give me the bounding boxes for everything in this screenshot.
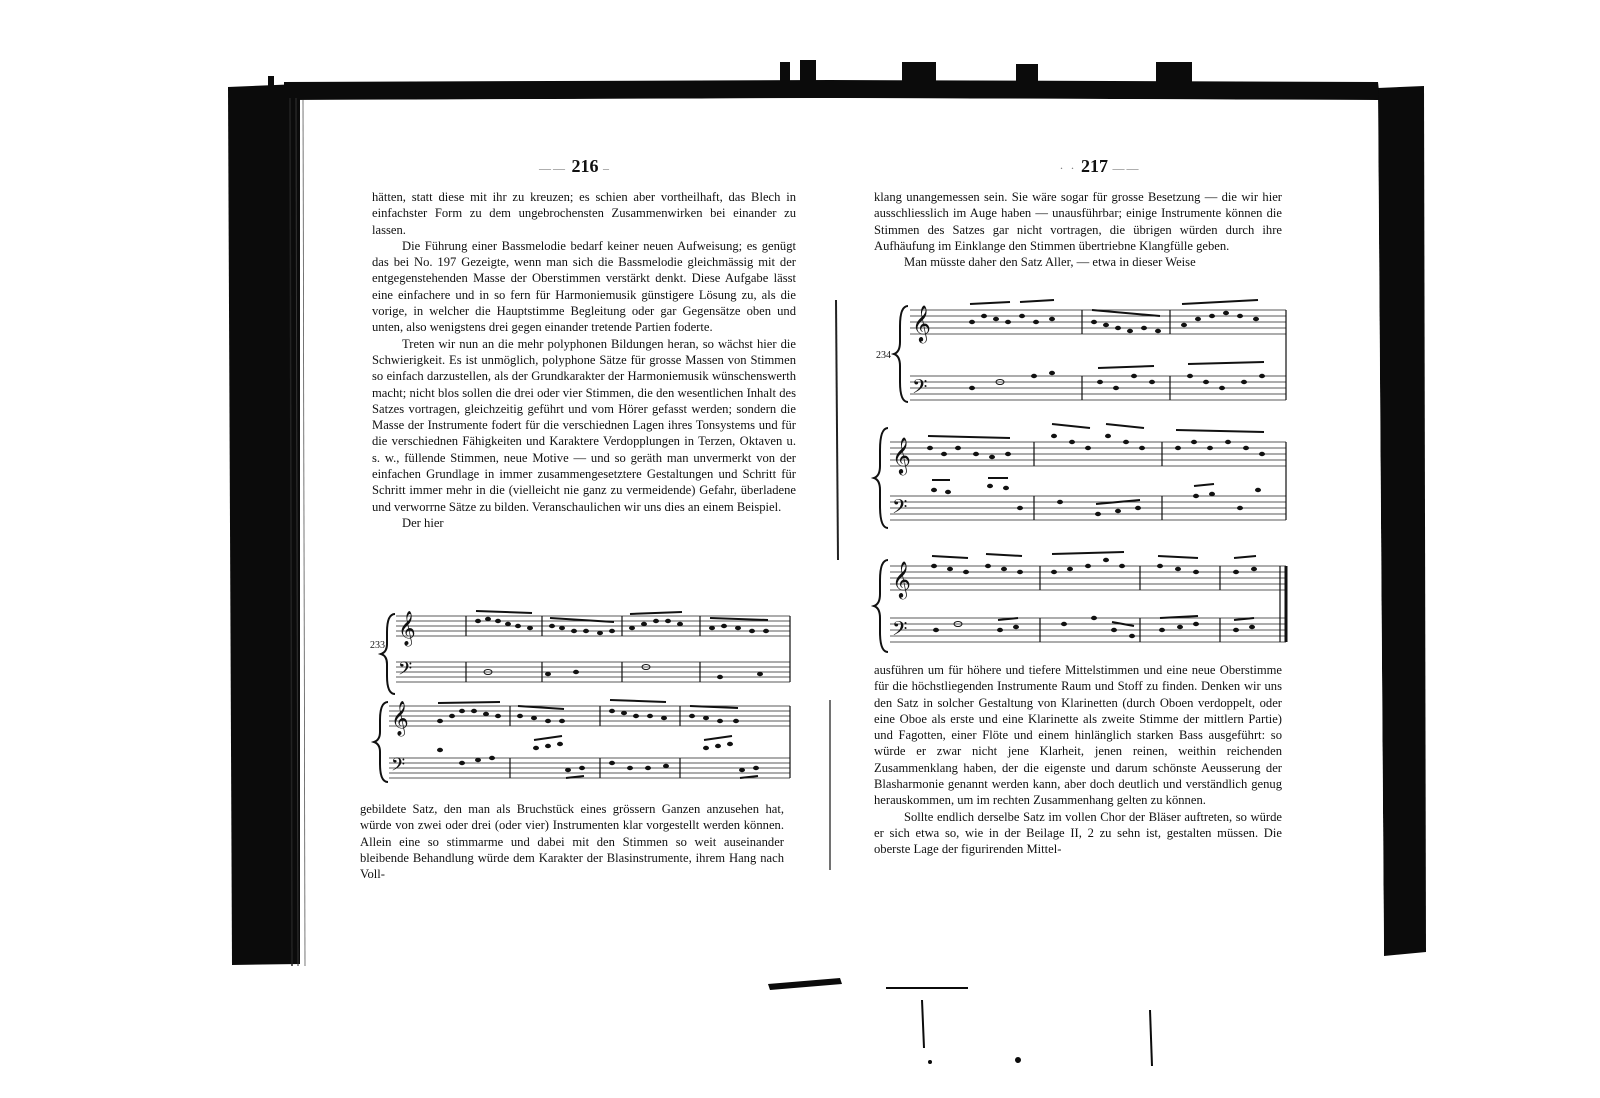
paragraph: Der hier (402, 515, 444, 530)
paragraph: ausführen um für höhere und tiefere Mittelstimmen und eine neue Oberstimme für die höchstliegenden Instrumente Raum und Stoff zu finden. Denken wir uns den Satz in solcher Gestaltung von Klarinetten (durch Oboen verdoppelt, oder eine Oboe als erste und eine Klarinette als zweite Stimme der mittlern Partie) und Fagotten, einer Flöte und einem hinlänglich starken Bass ausgeführt: so würde er zwar nicht jene Klarheit, jenen reinen, weithin reichenden Zusammenklang haben, der die eigenste und darum schönste Aeusserung der Blasharmonie genannt werden kann, aber doch deutlich und verständlich genug herauskommen, um im rechten Zusammenhang gelten zu können. (874, 663, 1282, 808)
right-cover-edge (1378, 86, 1426, 956)
treble-clef-icon: 𝄞 (892, 560, 911, 598)
paragraph: klang unangemessen sein. Sie wäre sogar für grosse Besetzung — die wir hier ausschliesslich im Auge haben — unausführbar; einige Instrumente können die Stimmen des Satzes gar nicht vortragen, die übrigen würden durch ihre Aufhäufung im Einklange den Stimmen übertriebne Klangfülle geben. (874, 190, 1282, 253)
right-page-body (874, 189, 1282, 270)
paragraph: hätten, statt diese mit ihr zu kreuzen; es schien aber vortheilhaft, das Blech in einfachster Form zu dem ungebrochensten Zusammenwirken bei einander zu lassen. (372, 190, 796, 237)
right-page-after-example (874, 662, 1282, 858)
paragraph: gebildete Satz, den man als Bruchstück eines grössern Ganzen anzusehen hat, würde von zwei oder drei (oder vier) Instrumenten klar vorgestellt werden können. Allein eine so stimmarme und dabei mit den Stimmen so weit auseinander bleibende Behandlung würde dem Karakter der Blasinstrumente, ihrem Hang nach Voll- (360, 802, 784, 882)
left-page-after-example (360, 801, 784, 882)
paragraph: Man müsste daher den Satz Aller, — etwa in dieser Weise (904, 255, 1196, 270)
treble-clef-icon: 𝄞 (398, 611, 416, 646)
bass-clef-icon: 𝄢 (912, 375, 928, 403)
bass-clef-icon: 𝄢 (892, 617, 908, 645)
left-page-number: —— 216 – (539, 156, 611, 176)
treble-clef-icon: 𝄞 (912, 304, 931, 342)
left-cover-edge (228, 84, 300, 965)
paragraph: Die Führung einer Bassmelodie bedarf keiner neuen Aufweisung; es genügt das bei No. 197 Gezeigte, wenn man sich die Bassmelodie gleichmässig mit der entgegenstehenden Masse der Oberstimmen verstärkt denkt. Diese Aufgabe lässt eine einfachere und in so fern für Harmoniemusik günstigere Lösung zu, als die vorige, in welcher die Hauptstimme Begleitung oder gar Gegensätze oben und unten, also wenigstens drei gegen einander tretende Partien foderte. (372, 238, 796, 335)
right-page-number: · · 217 —— (1059, 156, 1141, 176)
top-binding-band (284, 80, 830, 100)
example-number-233: 233 (370, 640, 385, 651)
bass-clef-icon: 𝄢 (892, 495, 908, 523)
left-page-body (372, 189, 796, 531)
paragraph: Treten wir nun an die mehr polyphonen Bildungen heran, so wächst hier die Schwierigkeit. Es ist unmöglich, polyphone Sätze für grosse Massen von Stimmen so einfach darzustellen, als der Grundkarakter der Harmoniemusik wünschenswerth macht; nicht blos sollen die drei oder vier Stimmen, die den wesentlichen Inhalt des Satzes vortragen, gleichzeitig geführt und vom Hörer gefasst werden; sondern die Masse der Instrumente fodert für die verschiednen Lagen ihres Tonsystems und für die verschiednen Fähigkeiten und Karaktere Verdopplungen in Terzen, Oktaven u. s. w., füllende Stimmen, neue Motive — und so geräth man unvermerkt von der einfachen Grundlage in immer zusammengesetztere Gestaltungen und Schritt für Schritt immer mehr in die (vielleicht nie ganz zu vermeidende) Gefahr, überladene und verworrne Sätze zu bilden. Veranschaulichen wir uns dies an einem Beispiel. (372, 336, 796, 514)
bass-clef-icon: 𝄢 (398, 659, 413, 684)
treble-clef-icon: 𝄞 (892, 436, 911, 474)
bass-clef-icon: 𝄢 (391, 755, 406, 780)
paragraph: Sollte endlich derselbe Satz im vollen Chor der Bläser auftreten, so würde er sich etwa so, wie in der Beilage II, 2 zu sehn ist, gestalten müssen. Die oberste Lage der figurirenden Mittel- (874, 809, 1282, 857)
treble-clef-icon: 𝄞 (391, 701, 409, 736)
example-number-234: 234 (876, 350, 891, 361)
